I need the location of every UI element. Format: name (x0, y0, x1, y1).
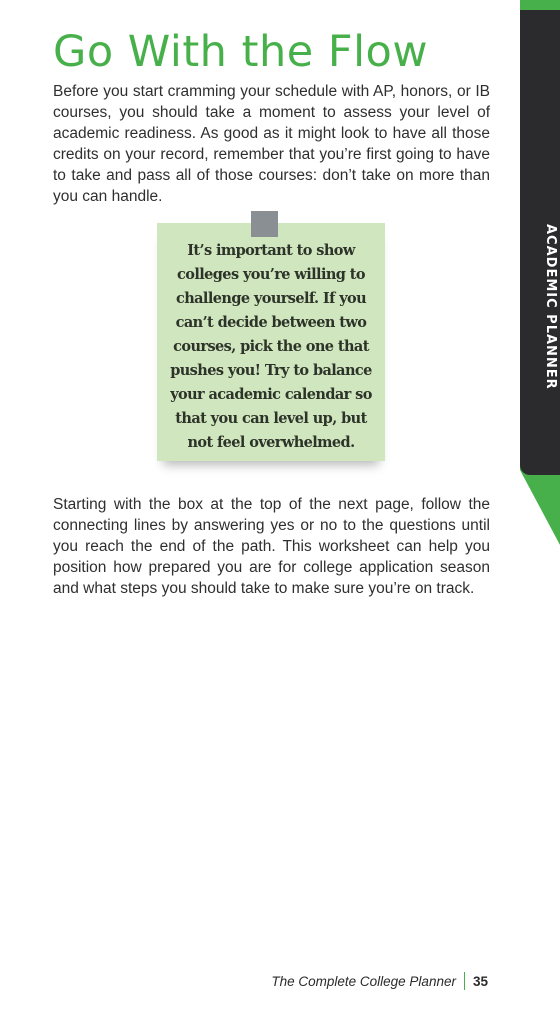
instructions-paragraph: Starting with the box at the top of the next page, follow the connecting lines by answering yes or no to the questions until you reach the end of the path. This worksheet can help you position how prepared you are for college application season and what steps you should take to make sure you’re on track. (53, 496, 490, 597)
sticky-note (157, 211, 385, 457)
footer-book-title: The Complete College Planner (271, 973, 456, 989)
tape-decoration (251, 211, 278, 237)
page-title: Go With the Flow (53, 27, 428, 77)
side-tab-label: ACADEMIC PLANNER (543, 224, 558, 390)
page-number: 35 (472, 973, 488, 989)
note-text: It’s important to show colleges you’re willing to challenge yourself. If you can’t decide between two courses, pick the one that pushes you! Try to balance your academic calendar so that you can level up, but not feel overwhelmed. (170, 242, 372, 451)
note-card (157, 223, 385, 461)
page-footer (271, 972, 488, 990)
intro-paragraph: Before you start cramming your schedule with AP, honors, or IB courses, you should take a moment to assess your level of academic readiness. As good as it might look to have all those credits on your record, remember that you’re first going to have to take and pass all of those courses: don’t take on more than you can handle. (53, 83, 490, 205)
footer-separator (464, 972, 465, 990)
